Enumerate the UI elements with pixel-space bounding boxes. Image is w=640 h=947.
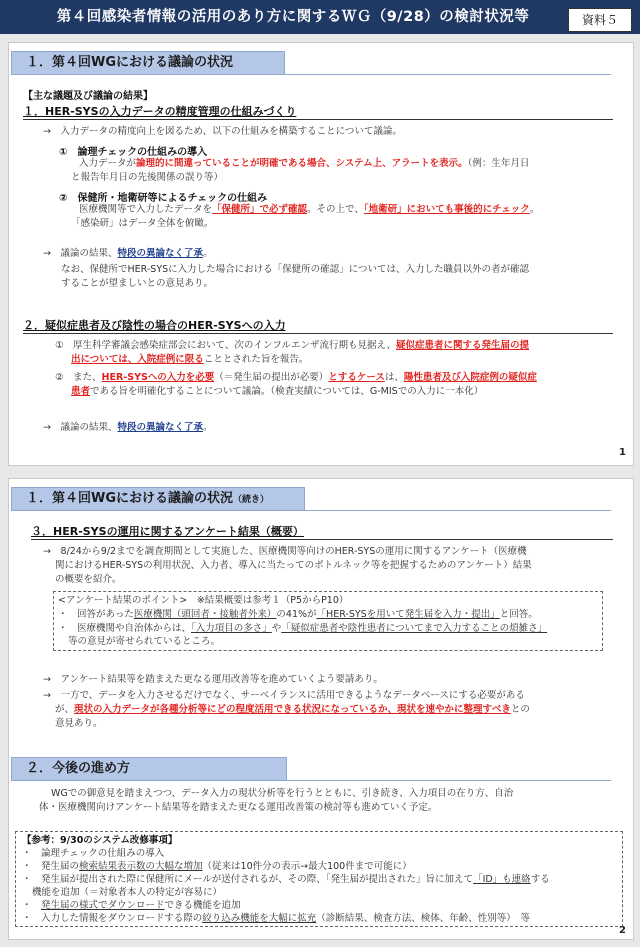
topic3-heading: ３．HER-SYSの運用に関するアンケート結果（概要） bbox=[31, 525, 304, 538]
ref-line5: ・ 入力した情報をダウンロードする際の絞り込み機能を大幅に拡充（診断結果、検査方法、検体、年齢、性別等） 等 bbox=[22, 913, 530, 924]
item2-title: ② 保健所・地衛研等によるチェックの仕組み bbox=[59, 193, 268, 204]
ref-line2: ・ 発生届の検索結果表示数の大幅な増加（従来は10件分の表示→最大100件まで可能に） bbox=[22, 861, 412, 872]
slide-2 bbox=[8, 478, 634, 940]
box-line1: ・ 回答があった医療機関（頭回者・接触者外来）の41%が「HER-SYSを用いて発生届を入力・提出」と回答。 bbox=[58, 609, 538, 620]
survey-points-box bbox=[53, 591, 603, 651]
plan-line1: WGでの御意見を踏まえつつ、データ入力の現状分析等を行うとともに、引き続き、入力項目の在り方、自治 bbox=[51, 788, 514, 799]
arrow-line1: → アンケート結果等を踏まえた更なる運用改善等を進めていくよう要請あり。 bbox=[43, 674, 383, 685]
box-line2: ・ 医療機関や自治体からは、「入力項目の多さ」や「疑似症患者や陰性患者についてまで入力することの煩雑さ」 bbox=[58, 623, 548, 634]
section-title: １．第４回WGにおける議論の状況（続き） bbox=[11, 487, 305, 511]
slide-1 bbox=[8, 42, 634, 466]
section2-title: ２．今後の進め方 bbox=[11, 757, 287, 781]
arrow-line3: が、現状の入力データが各種分析等にどの程度活用できる状況になっているか、現状を速やかに整理すべきとの bbox=[55, 704, 530, 715]
topic1-note-cont: することが望ましいとの意見あり。 bbox=[61, 278, 214, 289]
ref-line3-cont: 機能を追加（＝対象者本人の特定が容易に） bbox=[32, 887, 223, 898]
document-title: 第４回感染者情報の活用のあり方に関するＷＧ（9/28）の検討状況等 bbox=[56, 9, 530, 25]
box-title: <アンケート結果のポイント> ※結果概要は参考１（P5からP10） bbox=[58, 595, 349, 606]
plan-line2: 体・医療機関向けアンケート結果等を踏まえた更なる運用改善策の検討等も進めていく予定。 bbox=[39, 802, 438, 813]
topic3-intro: → 8/24から9/2までを調査期間として実施した、医療機関等向けのHER-SYSの運用に関するアンケート（医療機 bbox=[43, 546, 527, 557]
topic2-point1: ① 厚生科学審議会感染症部会において、次のインフルエンザ流行期も見据え、疑似症患者に関する発生届の提 bbox=[55, 340, 530, 351]
topic2-heading: ２．疑似症患者及び陰性の場合のHER-SYSへの入力 bbox=[23, 319, 286, 332]
topic1-intro: → 入力データの精度向上を図るため、以下の仕組みを構築することについて議論。 bbox=[43, 126, 402, 137]
item1-title: ① 論理チェックの仕組みの導入 bbox=[59, 147, 208, 158]
document-header bbox=[0, 0, 640, 34]
arrow-line4: 意見あり。 bbox=[55, 718, 103, 729]
topic2-point2-cont: 患者である旨を明確化することについて議論。（検査実績については、G-MISでの入力に一本化） bbox=[71, 386, 484, 397]
topic3-intro-cont: 関におけるHER-SYSの利用状況、入力者、導入に当たってのボトルネック等を把握するためのアンケート）結果 bbox=[55, 560, 532, 571]
ref-line4: ・ 発生届の様式でダウンロードできる機能を追加 bbox=[22, 900, 241, 911]
item2-text-cont: 「感染研」はデータ全体を俯瞰。 bbox=[71, 218, 214, 229]
topic1-result: → 議論の結果、特段の異論なく了承。 bbox=[43, 248, 213, 259]
item1-text-cont: と報告年月日の先後関係の誤り等） bbox=[71, 172, 224, 183]
page-number: 1 bbox=[619, 447, 626, 458]
topic1-note: なお、保健所でHER-SYSに入力した場合における「保健所の確認」については、入力した職員以外の者が確認 bbox=[61, 264, 529, 275]
item1-text: 入力データが論理的に間違っていることが明確である場合、システム上、アラートを表示。（例：生年月日 bbox=[79, 158, 530, 169]
reference-box bbox=[15, 831, 623, 927]
ref-line1: ・ 論理チェックの仕組みの導入 bbox=[22, 848, 165, 859]
topic2-point2: ② また、HER-SYSへの入力を必要（＝発生届の提出が必要）とするケースは、陽性患者及び入院症例の疑似症 bbox=[55, 372, 537, 383]
arrow-line2: → 一方で、データを入力させるだけでなく、サーベイランスに活用できるようなデータベースにする必要がある bbox=[43, 690, 525, 701]
ref-line3: ・ 発生届が提出された際に保健所にメールが送付されるが、その際、「発生届が提出された」旨に加えて「ID」も連絡する bbox=[22, 874, 550, 885]
topic2-point1-cont: 出については、入院症例に限ることとされた旨を報告。 bbox=[71, 354, 309, 365]
topics-heading: 【主な議題及び議論の結果】 bbox=[23, 91, 153, 102]
topic2-result: → 議論の結果、特段の異論なく了承。 bbox=[43, 422, 213, 433]
topic1-heading: １．HER-SYSの入力データの精度管理の仕組みづくり bbox=[23, 105, 297, 118]
box-line3: 等の意見が寄せられているところ。 bbox=[68, 636, 221, 647]
document-badge: 資料５ bbox=[568, 8, 632, 32]
page-number: 2 bbox=[619, 925, 626, 936]
section-title: １．第４回WGにおける議論の状況 bbox=[11, 51, 285, 75]
item2-text: 医療機関等で入力したデータを「保健所」で必ず確認。その上で、「地衛研」においても事後的にチェック。 bbox=[79, 204, 540, 215]
ref-title: 【参考：9/30のシステム改修事項】 bbox=[22, 835, 178, 846]
topic3-intro-cont2: の概要を紹介。 bbox=[55, 574, 122, 585]
